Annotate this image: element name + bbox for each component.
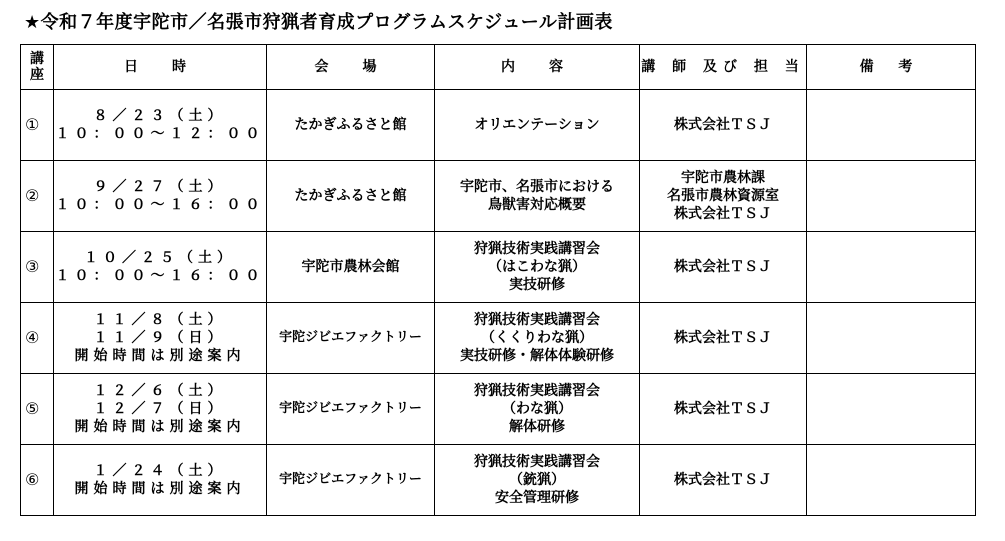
header-lecture-no: 講 座 [21,45,54,90]
notes-cell [807,374,976,445]
schedule-table [20,44,976,516]
venue-cell: たかぎふるさと館 [267,90,435,161]
content-cell: 狩猟技術実践講習会 （はこわな猟） 実技研修 [435,232,640,303]
notes-cell [807,303,976,374]
lecturer-cell: 株式会社ＴＳＪ [640,445,807,516]
header-content: 内 容 [435,45,640,90]
lecture-no: ⑥ [21,445,54,516]
date-cell: １１／８（土） １１／９（日） 開始時間は別途案内 [54,303,267,374]
notes-cell [807,161,976,232]
date-cell: １０／２５（土） １０：００～１６：００ [54,232,267,303]
venue-cell: たかぎふるさと館 [267,161,435,232]
notes-cell [807,232,976,303]
table-row [21,445,976,516]
lecturer-cell: 株式会社ＴＳＪ [640,90,807,161]
page-title: ★令和７年度宇陀市／名張市狩猟者育成プログラムスケジュール計画表 [24,12,613,33]
date-cell: １／２４（土） 開始時間は別途案内 [54,445,267,516]
table-row [21,374,976,445]
venue-cell: 宇陀ジビエファクトリー [267,303,435,374]
content-cell: 狩猟技術実践講習会 （くくりわな猟） 実技研修・解体体験研修 [435,303,640,374]
content-cell: オリエンテーション [435,90,640,161]
lecturer-cell: 株式会社ＴＳＪ [640,232,807,303]
notes-cell [807,90,976,161]
lecturer-cell: 株式会社ＴＳＪ [640,303,807,374]
table-row [21,161,976,232]
header-venue: 会 場 [267,45,435,90]
content-cell: 狩猟技術実践講習会 （わな猟） 解体研修 [435,374,640,445]
date-cell: １２／６（土） １２／７（日） 開始時間は別途案内 [54,374,267,445]
date-cell: ９／２７（土） １０：００～１６：００ [54,161,267,232]
lecture-no: ④ [21,303,54,374]
lecturer-cell: 株式会社ＴＳＪ [640,374,807,445]
table-header-row [21,45,976,90]
table-row [21,232,976,303]
table-row [21,303,976,374]
lecturer-cell: 宇陀市農林課 名張市農林資源室 株式会社ＴＳＪ [640,161,807,232]
content-cell: 宇陀市、名張市における 鳥獣害対応概要 [435,161,640,232]
content-cell: 狩猟技術実践講習会 （銃猟） 安全管理研修 [435,445,640,516]
date-cell: ８／２３（土） １０：００～１２：００ [54,90,267,161]
venue-cell: 宇陀ジビエファクトリー [267,374,435,445]
header-notes: 備 考 [807,45,976,90]
table-row [21,90,976,161]
venue-cell: 宇陀市農林会館 [267,232,435,303]
venue-cell: 宇陀ジビエファクトリー [267,445,435,516]
header-date: 日 時 [54,45,267,90]
lecture-no: ⑤ [21,374,54,445]
header-lecturer: 講 師 及び 担 当 [640,45,807,90]
lecture-no: ③ [21,232,54,303]
lecture-no: ① [21,90,54,161]
notes-cell [807,445,976,516]
lecture-no: ② [21,161,54,232]
